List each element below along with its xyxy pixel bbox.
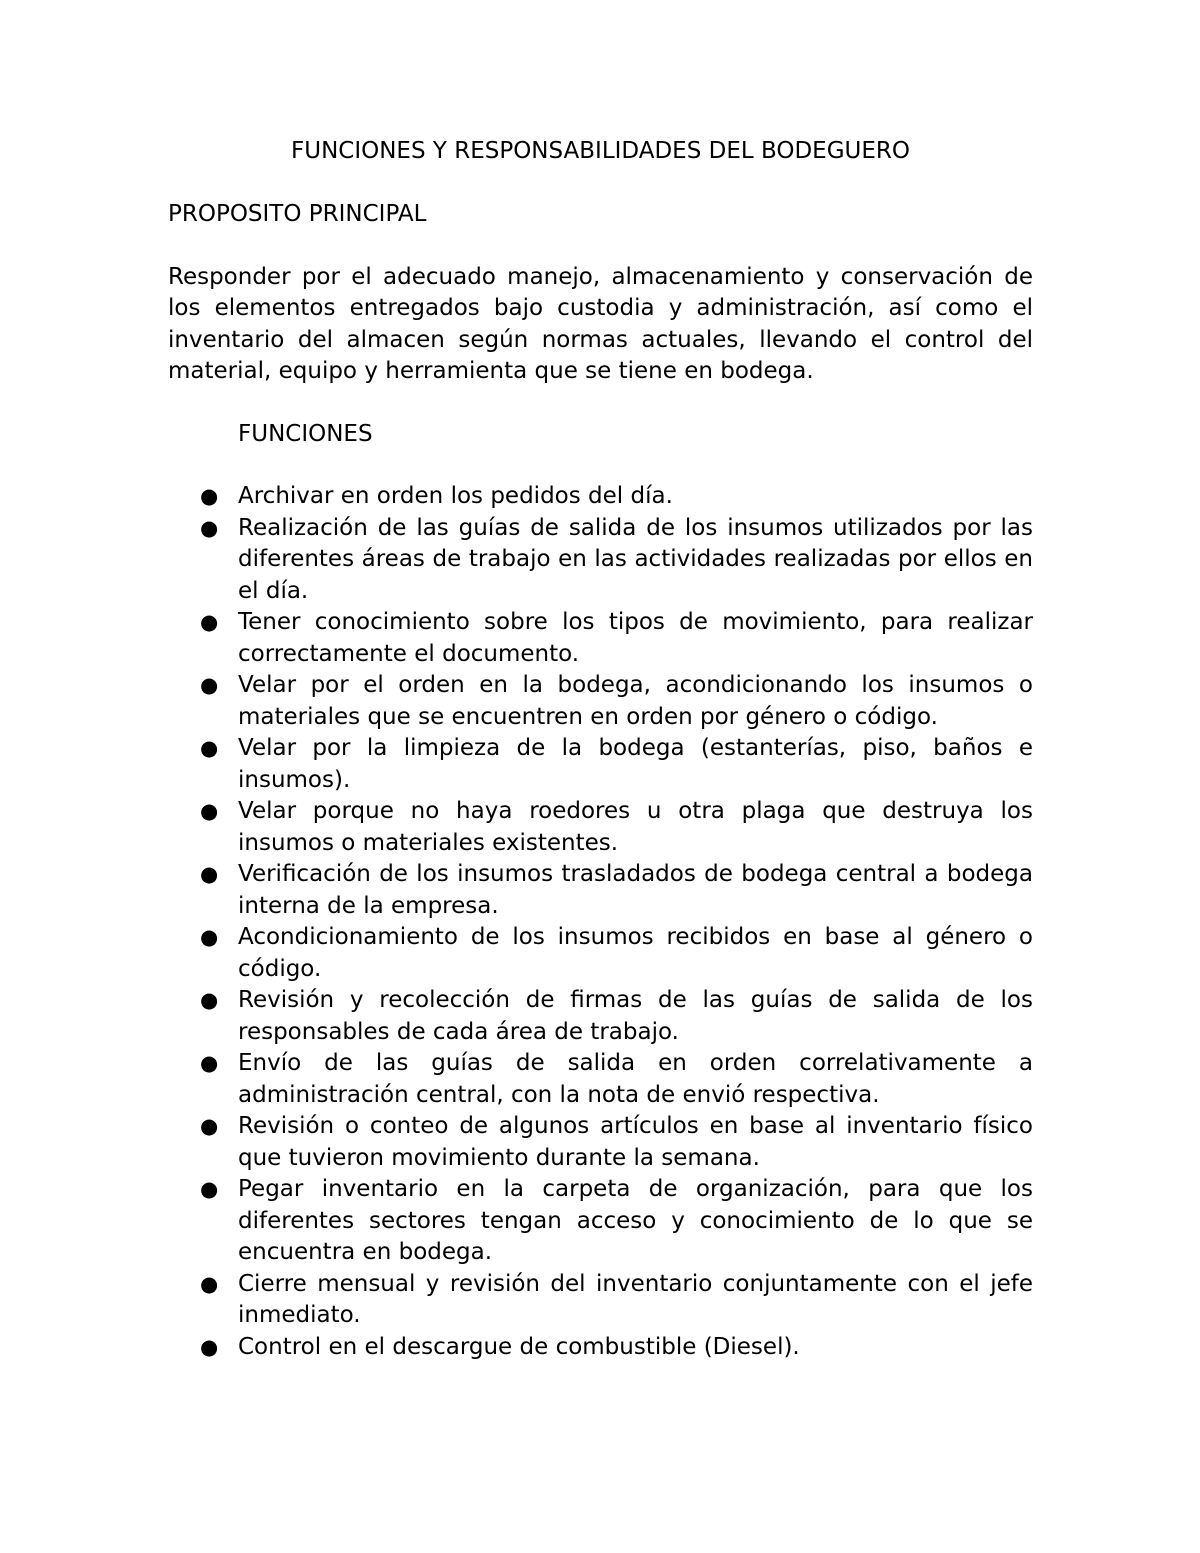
purpose-heading: PROPOSITO PRINCIPAL	[168, 201, 427, 227]
bullet-icon: ●	[200, 988, 219, 1012]
document-title: FUNCIONES Y RESPONSABILIDADES DEL BODEGUERO	[291, 138, 910, 164]
functions-heading: FUNCIONES	[238, 420, 373, 447]
list-item-text: Control en el descargue de combustible (Diesel).	[238, 1333, 800, 1360]
bullet-icon: ●	[200, 736, 219, 760]
list-item	[168, 481, 1033, 513]
list-item-text: Pegar inventario en la carpeta de organización, para que los diferentes sectores tengan acceso y conocimiento de lo que se encuentra en bodega.	[238, 1176, 1033, 1265]
bullet-icon: ●	[200, 1114, 219, 1138]
bullet-icon: ●	[200, 1334, 219, 1359]
bullet-icon: ●	[200, 925, 219, 949]
bullet-icon: ●	[200, 1177, 219, 1201]
list-item	[168, 985, 1033, 1048]
bullet-icon: ●	[200, 1051, 219, 1075]
bullet-icon: ●	[200, 515, 219, 540]
list-item-text: Cierre mensual y revisión del inventario conjuntamente con el jefe inmediato.	[238, 1270, 1033, 1328]
bullet-icon: ●	[200, 673, 219, 697]
list-item	[168, 859, 1033, 922]
list-item	[168, 1269, 1033, 1332]
list-item-text: Velar porque no haya roedores u otra plaga que destruya los insumos o materiales existentes.	[238, 798, 1033, 856]
bullet-icon: ●	[200, 799, 219, 823]
list-item	[168, 607, 1033, 670]
purpose-paragraph: Responder por el adecuado manejo, almacenamiento y conservación de los elementos entregados bajo custodia y administración, así como el inventario del almacen según normas actuales, llevando el control del material, equipo y herramienta que se tiene en bodega.	[168, 263, 1033, 384]
list-item	[168, 1111, 1033, 1174]
list-item	[168, 922, 1033, 985]
list-item-text: Tener conocimiento sobre los tipos de movimiento, para realizar correctamente el documento.	[238, 609, 1033, 667]
list-item-text: Velar por el orden en la bodega, acondicionando los insumos o materiales que se encuentren en orden por género o código.	[238, 672, 1033, 730]
bullet-icon: ●	[200, 610, 219, 634]
list-item-text: Archivar en orden los pedidos del día.	[238, 483, 673, 509]
list-item-text: Revisión y recolección de firmas de las guías de salida de los responsables de cada área de trabajo.	[238, 987, 1033, 1045]
list-item	[168, 670, 1033, 733]
list-item	[168, 1048, 1033, 1111]
list-item-text: Acondicionamiento de los insumos recibidos en base al género o código.	[238, 924, 1033, 982]
document-page	[168, 136, 1033, 1363]
bullet-icon: ●	[200, 484, 219, 508]
list-item-text: Envío de las guías de salida en orden correlativamente a administración central, con la nota de envió respectiva.	[238, 1050, 1033, 1108]
list-item-text: Revisión o conteo de algunos artículos en base al inventario físico que tuvieron movimiento durante la semana.	[238, 1113, 1033, 1171]
bullet-icon: ●	[200, 862, 219, 886]
list-item-text: Verificación de los insumos trasladados de bodega central a bodega interna de la empresa.	[238, 861, 1033, 919]
list-item-text: Velar por la limpieza de la bodega (estanterías, piso, baños e insumos).	[238, 735, 1033, 793]
list-item	[168, 796, 1033, 859]
functions-list	[168, 481, 1033, 1363]
list-item	[168, 1332, 1033, 1364]
list-item	[168, 733, 1033, 796]
list-item	[168, 513, 1033, 608]
list-item	[168, 1174, 1033, 1269]
bullet-icon: ●	[200, 1271, 219, 1296]
list-item-text: Realización de las guías de salida de los insumos utilizados por las diferentes áreas de trabajo en las actividades realizadas por ellos en el día.	[238, 514, 1033, 604]
